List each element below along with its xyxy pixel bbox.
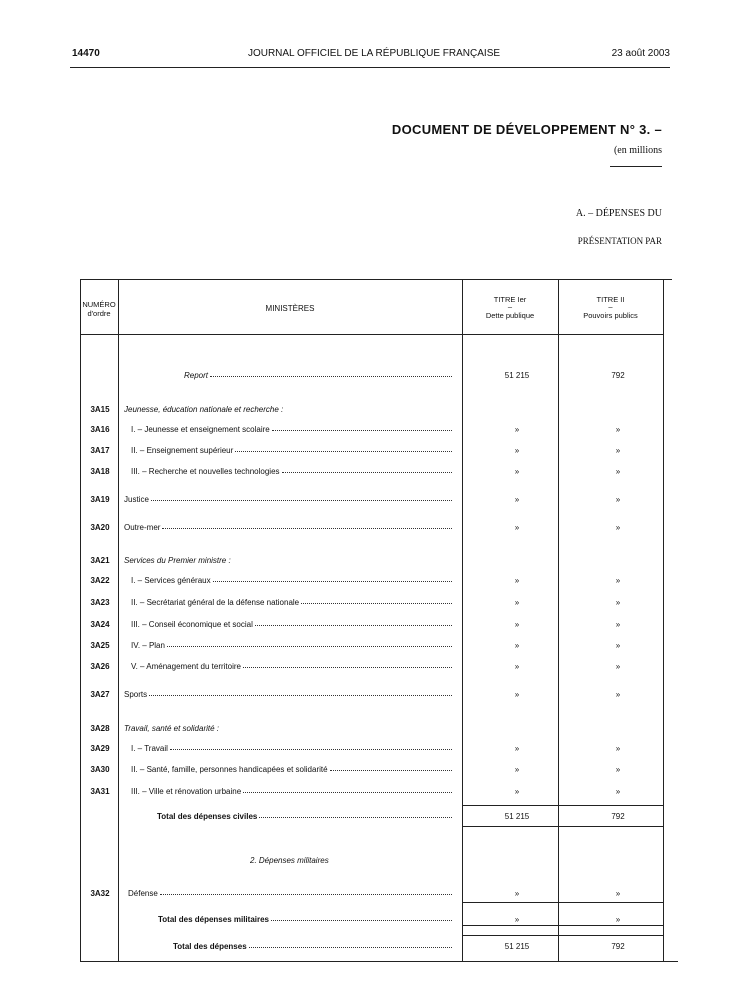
row-value-titre2: » bbox=[615, 641, 621, 650]
dot-leader bbox=[160, 894, 452, 895]
dot-leader bbox=[149, 695, 452, 696]
table-row bbox=[82, 765, 664, 779]
col-header-titre1-sub: Dette publique bbox=[485, 311, 535, 320]
document-title: DOCUMENT DE DÉVELOPPEMENT N° 3. – bbox=[391, 122, 662, 137]
header-rule bbox=[70, 67, 670, 68]
row-value-titre2: 792 bbox=[611, 812, 625, 821]
col-header-ministeres: MINISTÈRES bbox=[265, 304, 315, 313]
row-value-titre2: » bbox=[615, 467, 621, 476]
row-value-titre2: » bbox=[615, 787, 621, 796]
row-value-titre1: » bbox=[514, 495, 520, 504]
row-value-titre1: 51 215 bbox=[504, 942, 530, 951]
table-row bbox=[82, 915, 664, 929]
col-header-titre2-sub: Pouvoirs publics bbox=[583, 311, 638, 320]
row-label-text: III. – Ville et rénovation urbaine bbox=[131, 787, 242, 796]
row-code: 3A29 bbox=[90, 744, 110, 753]
page-number: 14470 bbox=[72, 48, 100, 59]
dot-leader bbox=[301, 603, 452, 604]
row-label-text: Défense bbox=[128, 889, 158, 898]
row-value-titre2: » bbox=[615, 744, 621, 753]
row-label-text: Justice bbox=[124, 495, 149, 504]
row-label bbox=[131, 446, 454, 455]
table-row bbox=[82, 812, 664, 826]
row-value-titre1: 51 215 bbox=[504, 371, 530, 380]
row-label-text: Sports bbox=[124, 690, 148, 699]
row-value-titre1: » bbox=[514, 446, 520, 455]
row-label-text: IV. – Plan bbox=[131, 641, 165, 650]
row-label-text: III. – Conseil économique et social bbox=[131, 620, 253, 629]
row-label bbox=[158, 915, 454, 924]
row-code: 3A18 bbox=[90, 467, 110, 476]
table-row bbox=[82, 942, 664, 956]
row-value-titre1: » bbox=[514, 744, 520, 753]
row-label-text: II. – Santé, famille, personnes handicapées et solidarité bbox=[131, 765, 328, 774]
row-code: 3A23 bbox=[90, 598, 110, 607]
row-value-titre1: » bbox=[514, 425, 520, 434]
row-label-text: Total des dépenses civiles bbox=[157, 812, 258, 821]
row-label bbox=[131, 787, 454, 796]
table-row bbox=[82, 598, 664, 612]
row-label bbox=[131, 425, 454, 434]
dot-leader bbox=[243, 792, 452, 793]
row-value-titre1: » bbox=[514, 915, 520, 924]
dot-leader bbox=[243, 667, 452, 668]
table-row bbox=[82, 371, 664, 385]
row-label bbox=[184, 371, 454, 380]
table-row bbox=[82, 556, 664, 570]
row-value-titre1: » bbox=[514, 467, 520, 476]
row-label bbox=[131, 662, 454, 671]
row-label-text: Total des dépenses militaires bbox=[158, 915, 270, 924]
table-header-rule bbox=[80, 334, 664, 335]
row-value-titre2: » bbox=[615, 889, 621, 898]
col-header-titre2-dash: – bbox=[608, 302, 613, 311]
col-header-numero: NUMÉRO d'ordre bbox=[82, 300, 116, 318]
row-value-titre2: » bbox=[615, 523, 621, 532]
row-label bbox=[131, 467, 454, 476]
row-value-titre2: » bbox=[615, 662, 621, 671]
table-bottom-rule bbox=[80, 961, 678, 962]
dot-leader bbox=[259, 817, 452, 818]
row-label-text: III. – Recherche et nouvelles technologies bbox=[131, 467, 280, 476]
table-row bbox=[82, 467, 664, 481]
row-value-titre1: 51 215 bbox=[504, 812, 530, 821]
dot-leader bbox=[167, 646, 452, 647]
row-label-text: Jeunesse, éducation nationale et recherche : bbox=[124, 405, 284, 414]
dot-leader bbox=[235, 451, 452, 452]
row-value-titre2: » bbox=[615, 620, 621, 629]
row-label bbox=[131, 744, 454, 753]
dot-leader bbox=[249, 947, 452, 948]
issue-date: 23 août 2003 bbox=[611, 48, 670, 59]
row-label-text: Outre-mer bbox=[124, 523, 161, 532]
row-label-text: II. – Secrétariat général de la défense nationale bbox=[131, 598, 300, 607]
row-value-titre2: 792 bbox=[611, 942, 625, 951]
table-row bbox=[82, 724, 664, 738]
dot-leader bbox=[151, 500, 452, 501]
row-label bbox=[131, 576, 454, 585]
dot-leader bbox=[255, 625, 452, 626]
total-civil-rule-bottom bbox=[462, 826, 664, 827]
row-label-text: V. – Aménagement du territoire bbox=[131, 662, 241, 671]
row-code: 3A31 bbox=[90, 787, 110, 796]
col-header-titre2: TITRE II bbox=[596, 295, 625, 304]
row-code: 3A19 bbox=[90, 495, 110, 504]
row-code: 3A22 bbox=[90, 576, 110, 585]
table-row bbox=[82, 662, 664, 676]
row-code: 3A16 bbox=[90, 425, 110, 434]
table-row bbox=[82, 690, 664, 704]
dot-leader bbox=[330, 770, 452, 771]
row-code: 3A25 bbox=[90, 641, 110, 650]
row-value-titre2: 792 bbox=[611, 371, 625, 380]
row-value-titre1: » bbox=[514, 641, 520, 650]
row-label bbox=[124, 495, 454, 504]
table-row bbox=[82, 523, 664, 537]
row-code: 3A30 bbox=[90, 765, 110, 774]
row-value-titre1: » bbox=[514, 576, 520, 585]
row-label-text: I. – Jeunesse et enseignement scolaire bbox=[131, 425, 270, 434]
row-label bbox=[124, 556, 231, 565]
total-civil-rule-top bbox=[462, 805, 664, 806]
dot-leader bbox=[282, 472, 452, 473]
col-header-titre1-dash: – bbox=[507, 302, 513, 311]
table-row bbox=[82, 576, 664, 590]
row-code: 3A26 bbox=[90, 662, 110, 671]
table-row bbox=[82, 787, 664, 801]
row-value-titre1: » bbox=[514, 662, 520, 671]
row-value-titre2: » bbox=[615, 495, 621, 504]
table-row bbox=[82, 620, 664, 634]
table-left-rule bbox=[80, 279, 81, 961]
row-value-titre2: » bbox=[615, 446, 621, 455]
row-label bbox=[173, 942, 454, 951]
row-label-text: II. – Enseignement supérieur bbox=[131, 446, 234, 455]
row-label bbox=[124, 690, 454, 699]
table-row bbox=[82, 641, 664, 655]
journal-title: JOURNAL OFFICIEL DE LA RÉPUBLIQUE FRANÇAISE bbox=[247, 48, 501, 59]
row-code: 3A24 bbox=[90, 620, 110, 629]
unit-rule bbox=[610, 166, 662, 167]
row-code: 3A27 bbox=[90, 690, 110, 699]
row-label bbox=[157, 812, 454, 821]
table-row bbox=[82, 856, 664, 870]
table-row bbox=[82, 425, 664, 439]
row-code: 3A15 bbox=[90, 405, 110, 414]
row-label-text: Travail, santé et solidarité : bbox=[124, 724, 220, 733]
table-top-rule bbox=[80, 279, 672, 280]
row-label-text: Services du Premier ministre : bbox=[124, 556, 231, 565]
row-value-titre1: » bbox=[514, 620, 520, 629]
row-value-titre2: » bbox=[615, 765, 621, 774]
row-value-titre2: » bbox=[615, 690, 621, 699]
row-label-text: Report bbox=[184, 371, 209, 380]
row-label bbox=[124, 405, 283, 414]
row-value-titre2: » bbox=[615, 576, 621, 585]
row-value-titre1: » bbox=[514, 690, 520, 699]
dot-leader bbox=[162, 528, 452, 529]
row-label bbox=[124, 523, 454, 532]
row-label-text: I. – Services généraux bbox=[131, 576, 211, 585]
row-value-titre1: » bbox=[514, 787, 520, 796]
table-row bbox=[82, 889, 664, 903]
dot-leader bbox=[170, 749, 452, 750]
total-rule-top bbox=[462, 935, 664, 936]
row-value-titre1: » bbox=[514, 598, 520, 607]
col-header-titre1: TITRE Ier bbox=[493, 295, 527, 304]
row-label bbox=[250, 856, 329, 865]
table-row bbox=[82, 744, 664, 758]
dot-leader bbox=[272, 430, 452, 431]
dot-leader bbox=[210, 376, 452, 377]
dot-leader bbox=[271, 920, 452, 921]
row-value-titre1: » bbox=[514, 523, 520, 532]
row-label bbox=[131, 598, 454, 607]
row-value-titre2: » bbox=[615, 425, 621, 434]
dot-leader bbox=[213, 581, 452, 582]
presentation-title: PRÉSENTATION PAR bbox=[577, 236, 662, 246]
row-value-titre2: » bbox=[615, 598, 621, 607]
table-row bbox=[82, 446, 664, 460]
row-value-titre1: » bbox=[514, 889, 520, 898]
row-code: 3A17 bbox=[90, 446, 110, 455]
row-label bbox=[131, 765, 454, 774]
table-row bbox=[82, 405, 664, 419]
row-value-titre1: » bbox=[514, 765, 520, 774]
row-label bbox=[131, 641, 454, 650]
row-label bbox=[124, 724, 219, 733]
row-code: 3A32 bbox=[90, 889, 110, 898]
row-label bbox=[131, 620, 454, 629]
row-label bbox=[128, 889, 454, 898]
row-label-text: I. – Travail bbox=[131, 744, 168, 753]
row-label-text: 2. Dépenses militaires bbox=[250, 856, 329, 865]
unit-note: (en millions bbox=[613, 145, 662, 156]
row-label-text: Total des dépenses bbox=[173, 942, 247, 951]
row-value-titre2: » bbox=[615, 915, 621, 924]
row-code: 3A20 bbox=[90, 523, 110, 532]
row-code: 3A21 bbox=[90, 556, 110, 565]
table-row bbox=[82, 495, 664, 509]
row-code: 3A28 bbox=[90, 724, 110, 733]
section-title: A. – DÉPENSES DU bbox=[575, 208, 662, 219]
